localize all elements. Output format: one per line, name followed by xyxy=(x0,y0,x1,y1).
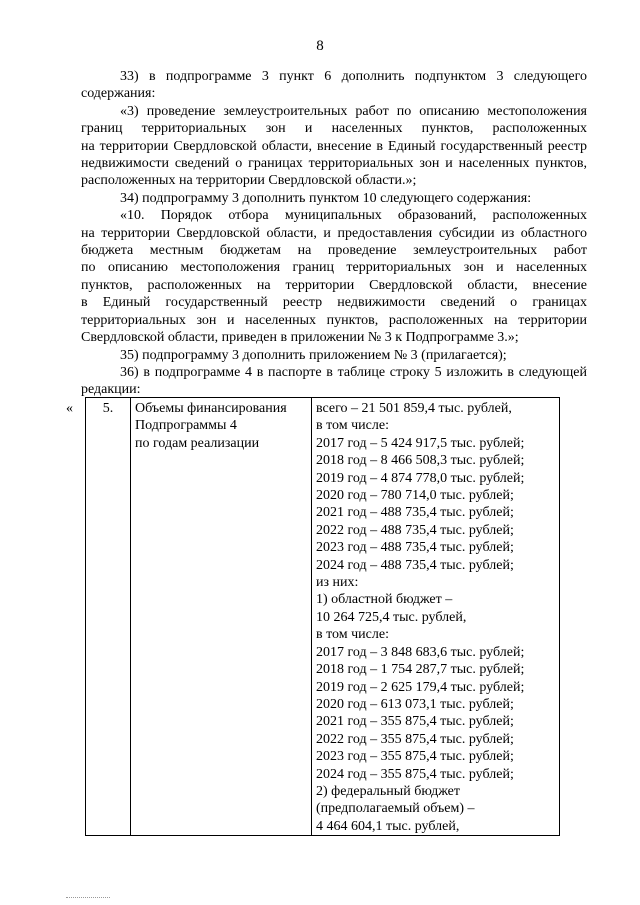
text-line: редакции: xyxy=(81,382,141,398)
text-line: «3) проведение землеустроительных работ по описанию местоположения xyxy=(120,103,587,119)
name-line: Подпрограммы 4 xyxy=(135,418,237,434)
text-line: Свердловской области, приведен в приложении № 3 к Подпрограмме 3.»; xyxy=(81,330,519,346)
text-line: территориальных зон и населенных пунктов, расположенных на территории xyxy=(81,312,587,328)
value-line: 2018 год – 1 754 287,7 тыс. рублей; xyxy=(316,662,525,678)
value-line: в том числе: xyxy=(316,418,389,434)
text-line: расположенных на территории Свердловской области.»; xyxy=(81,173,417,189)
value-line: 4 464 604,1 тыс. рублей, xyxy=(316,818,460,834)
paragraph-quote-3 xyxy=(81,103,587,190)
text-line: бюджета местным бюджетам на проведение землеустроительных работ xyxy=(81,243,587,259)
value-line: 2019 год – 4 874 778,0 тыс. рублей; xyxy=(316,470,525,486)
text-line: недвижимости сведений о границах территориальных зон и населенных пунктов, xyxy=(81,156,587,172)
financing-table xyxy=(85,397,560,836)
value-line: 2020 год – 780 714,0 тыс. рублей; xyxy=(316,488,514,504)
text-line: 35) подпрограмму 3 дополнить приложением № 3 (прилагается); xyxy=(120,347,507,363)
value-line: 2021 год – 355 875,4 тыс. рублей; xyxy=(316,714,514,730)
value-line: 2018 год – 8 466 508,3 тыс. рублей; xyxy=(316,453,525,469)
row-number-cell: 5. xyxy=(86,398,131,836)
text-line: 33) в подпрограмме 3 пункт 6 дополнить подпунктом 3 следующего xyxy=(120,69,587,84)
value-line: 2022 год – 488 735,4 тыс. рублей; xyxy=(316,522,514,538)
value-line: 2021 год – 488 735,4 тыс. рублей; xyxy=(316,505,514,521)
paragraph-34 xyxy=(81,190,587,207)
value-line: всего – 21 501 859,4 тыс. рублей, xyxy=(316,401,512,416)
value-line: 2019 год – 2 625 179,4 тыс. рублей; xyxy=(316,679,525,695)
value-line: 1) областной бюджет – xyxy=(316,592,453,608)
row-value-cell xyxy=(312,398,560,836)
text-line: на территории Свердловской области, и предоставления субсидии из областного xyxy=(81,225,587,241)
value-line: в том числе: xyxy=(316,627,389,643)
value-line: 2017 год – 3 848 683,6 тыс. рублей; xyxy=(316,644,525,660)
scan-artifact-divider xyxy=(66,897,110,899)
value-line: 2024 год – 488 735,4 тыс. рублей; xyxy=(316,557,514,573)
name-line: по годам реализации xyxy=(135,435,260,451)
open-quote-mark: « xyxy=(66,401,73,416)
name-line: Объемы финансирования xyxy=(135,401,287,416)
text-line: «10. Порядок отбора муниципальных образований, расположенных xyxy=(120,208,587,224)
text-line: 34) подпрограмму 3 дополнить пунктом 10 следующего содержания: xyxy=(120,190,532,206)
text-line: в Единый государственный реестр недвижимости сведений о границах xyxy=(81,295,587,311)
paragraph-quote-10 xyxy=(81,207,587,346)
text-line: 36) в подпрограмме 4 в паспорте в таблице строку 5 изложить в следующей xyxy=(120,364,587,380)
page-number: 8 xyxy=(316,38,324,54)
row-name-cell xyxy=(131,398,312,836)
paragraph-35 xyxy=(81,347,587,364)
value-line: 2) федеральный бюджет xyxy=(316,783,461,799)
value-line: 2022 год – 355 875,4 тыс. рублей; xyxy=(316,731,514,747)
table-row xyxy=(86,398,560,836)
document-body xyxy=(81,68,587,399)
value-line: 2020 год – 613 073,1 тыс. рублей; xyxy=(316,696,514,712)
value-line: 2023 год – 355 875,4 тыс. рублей; xyxy=(316,749,514,765)
paragraph-36 xyxy=(81,364,587,399)
text-line: пунктов, расположенных на территории Свердловской области, внесение xyxy=(81,277,587,293)
paragraph-33 xyxy=(81,68,587,103)
text-line: на территории Свердловской области, внесение в Единый государственный реестр xyxy=(81,138,587,154)
text-line: границ территориальных зон и населенных пунктов, расположенных xyxy=(81,121,587,137)
text-line: по описанию местоположения границ территориальных зон и населенных xyxy=(81,260,587,276)
value-line: 2024 год – 355 875,4 тыс. рублей; xyxy=(316,766,514,782)
value-line: 10 264 725,4 тыс. рублей, xyxy=(316,609,467,625)
value-line: из них: xyxy=(316,575,359,591)
value-line: 2023 год – 488 735,4 тыс. рублей; xyxy=(316,540,514,556)
value-line: 2017 год – 5 424 917,5 тыс. рублей; xyxy=(316,435,525,451)
text-line: содержания: xyxy=(81,86,156,102)
value-line: (предполагаемый объем) – xyxy=(316,801,475,817)
